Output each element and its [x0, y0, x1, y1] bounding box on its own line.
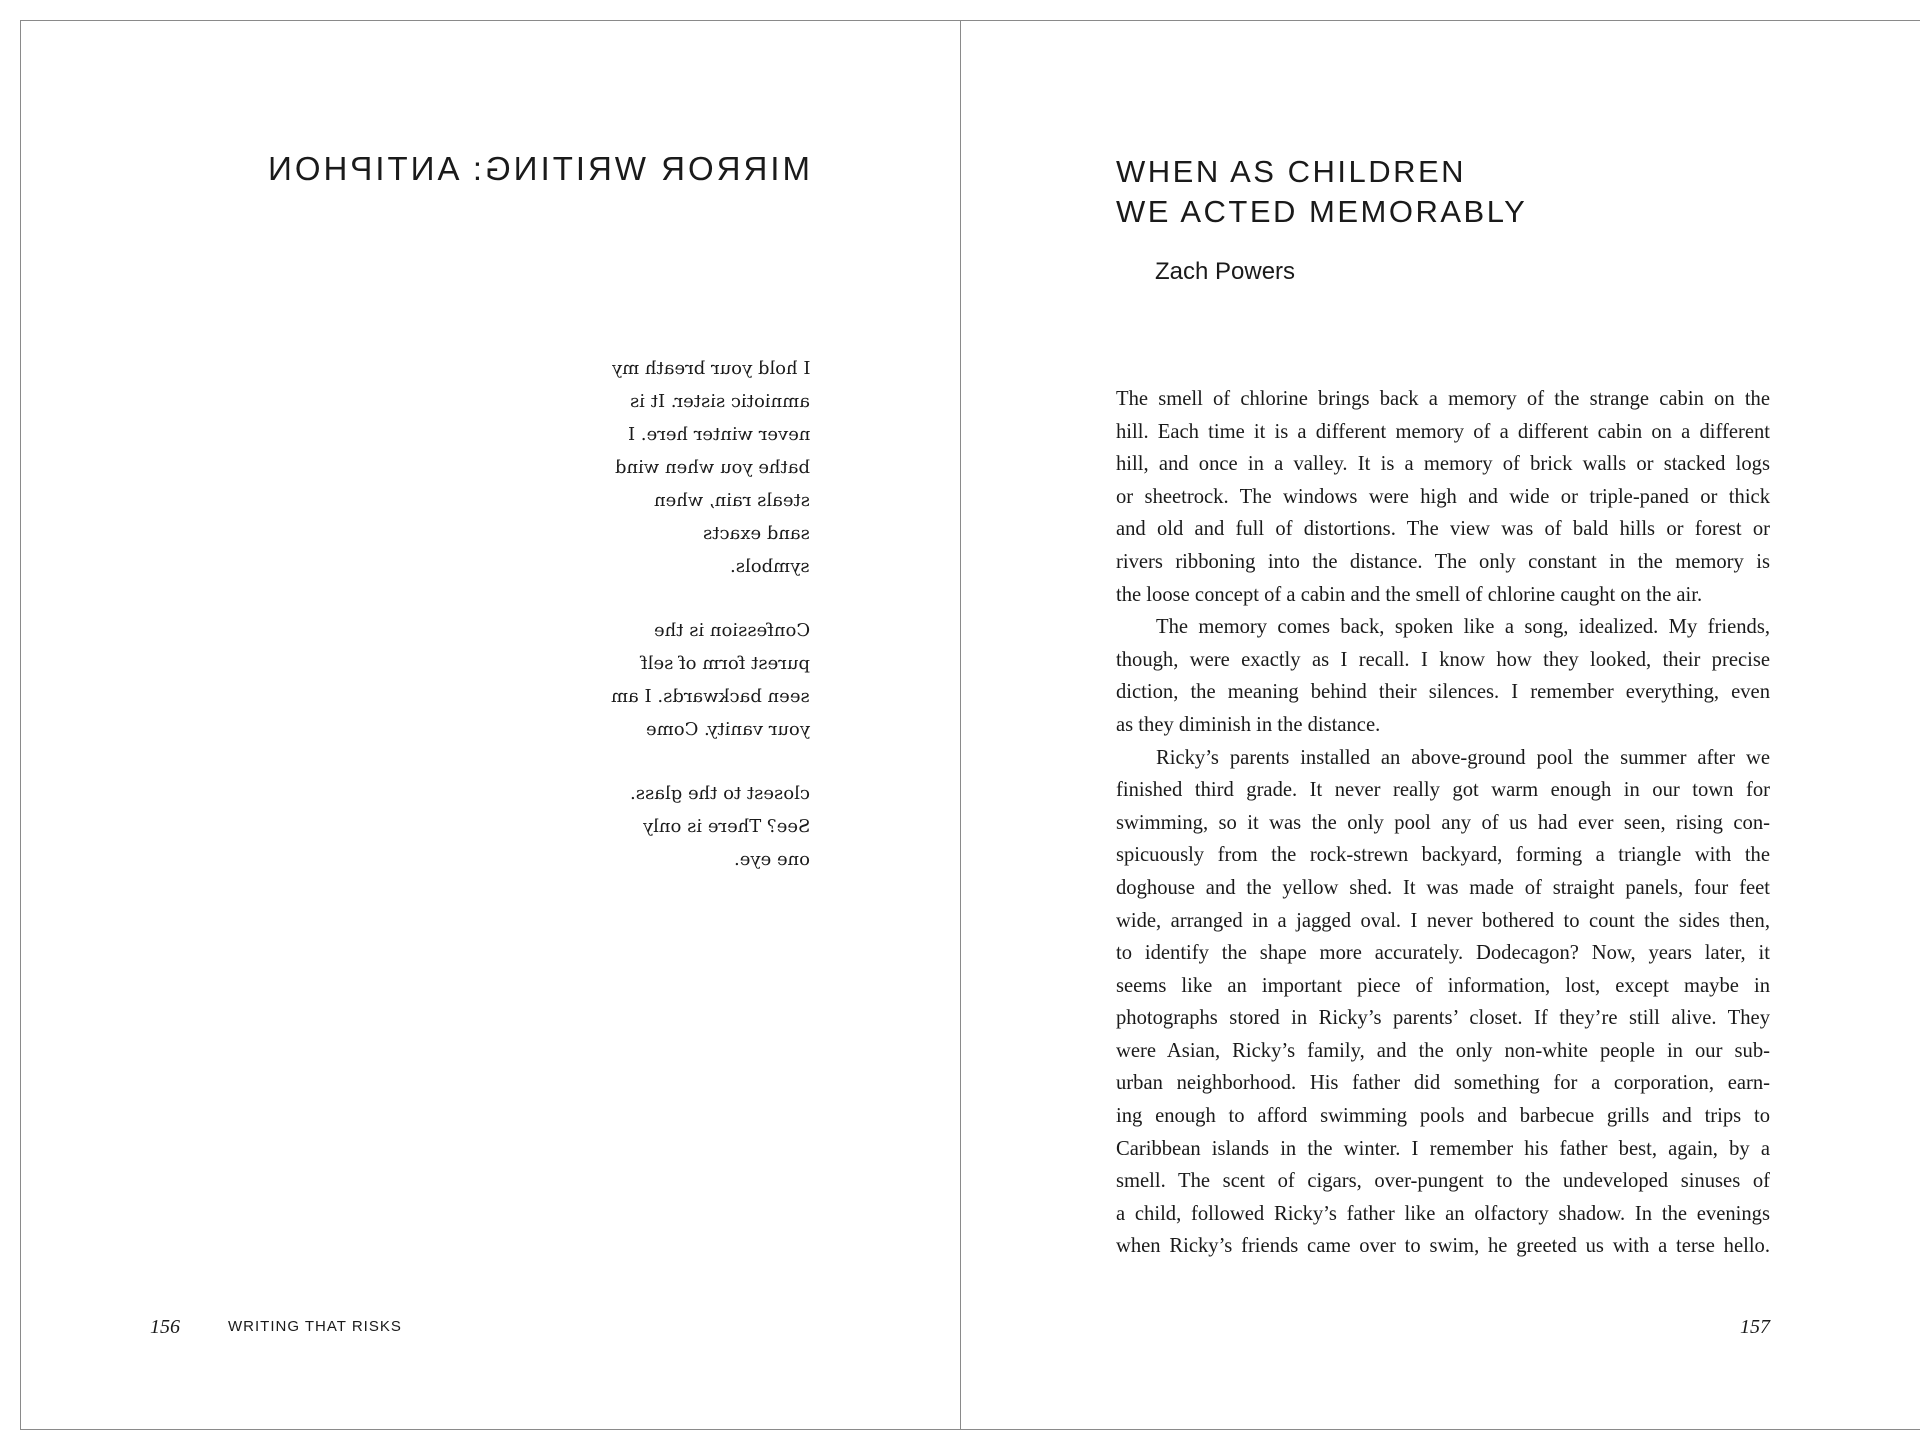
body-line: diction, the meaning behind their silences. I remember everything, even — [1116, 681, 1770, 704]
page-gutter-divider — [960, 20, 961, 1430]
body-line: smell. The scent of cigars, over-pungent to the undeveloped sinuses of — [1116, 1170, 1770, 1193]
poem-line: closest to the glass. — [630, 783, 810, 804]
poem-stanza-3 — [510, 777, 810, 876]
body-line: to identify the shape more accurately. Dodecagon? Now, years later, it — [1116, 942, 1770, 965]
body-line: a child, followed Ricky’s father like an olfactory shadow. In the evenings — [1116, 1202, 1770, 1225]
body-line: or sheetrock. The windows were high and wide or triple-paned or thick — [1116, 485, 1770, 508]
body-line: seems like an important piece of information, lost, except maybe in — [1116, 974, 1770, 997]
page-number-right: 157 — [1740, 1316, 1770, 1338]
poem-line: Confession is the — [653, 620, 810, 641]
poem-line: I hold your breath my — [611, 358, 810, 379]
poem-line: sand exacts — [703, 523, 810, 544]
page-number-left: 156 — [150, 1316, 180, 1338]
body-line: The memory comes back, spoken like a song, idealized. My friends, — [1156, 616, 1770, 639]
body-line: rivers ribboning into the distance. The only constant in the memory is — [1116, 550, 1770, 573]
poem-line: never winter here. I — [627, 424, 810, 445]
body-line: hill. Each time it is a different memory of a different cabin on a different — [1116, 420, 1770, 443]
mirror-poem-title: MIRROR WRITING: ANTIPHON — [265, 150, 810, 187]
story-title — [1116, 152, 1816, 232]
body-line: Caribbean islands in the winter. I remember his father best, again, by a — [1116, 1137, 1770, 1160]
author-name: Zach Powers — [1155, 258, 1296, 285]
body-line: swimming, so it was the only pool any of us had ever seen, rising con- — [1116, 811, 1770, 834]
poem-line: See? There is only — [642, 816, 810, 837]
body-line: ing enough to afford swimming pools and barbecue grills and trips to — [1116, 1105, 1770, 1128]
body-line: as they diminish in the distance. — [1116, 713, 1381, 736]
story-title-line-1: WHEN AS CHILDREN — [1116, 154, 1467, 189]
poem-stanza-2 — [510, 614, 810, 746]
body-line: were Asian, Ricky’s family, and the only non-white people in our sub- — [1116, 1039, 1770, 1062]
body-line: finished third grade. It never really got warm enough in our town for — [1116, 779, 1770, 802]
body-line: Ricky’s parents installed an above-ground pool the summer after we — [1156, 746, 1770, 769]
poem-line: symbols. — [730, 556, 810, 577]
body-line: hill, and once in a valley. It is a memory of brick walls or stacked logs — [1116, 453, 1770, 476]
poem-line: seen backwards. I am — [611, 686, 810, 707]
story-title-line-2: WE ACTED MEMORABLY — [1116, 194, 1528, 229]
body-line: though, were exactly as I recall. I know how they looked, their precise — [1116, 648, 1770, 671]
poem-line: your vanity. Come — [646, 719, 810, 740]
story-body — [1116, 383, 1770, 1263]
body-line: photographs stored in Ricky’s parents’ closet. If they’re still alive. They — [1116, 1007, 1770, 1030]
poem-line: one eye. — [734, 849, 810, 870]
body-line: wide, arranged in a jagged oval. I never bothered to count the sides then, — [1116, 909, 1770, 932]
body-line: doghouse and the yellow shed. It was made of straight panels, four feet — [1116, 876, 1770, 899]
running-head: WRITING THAT RISKS — [228, 1318, 402, 1335]
poem-stanza-1 — [510, 352, 810, 583]
body-line: urban neighborhood. His father did something for a corporation, earn- — [1116, 1072, 1770, 1095]
body-line: The smell of chlorine brings back a memory of the strange cabin on the — [1116, 388, 1770, 410]
poem-line: steals rain, when — [654, 490, 810, 511]
body-line: when Ricky’s friends came over to swim, he greeted us with a terse hello. — [1116, 1235, 1770, 1258]
body-line: spicuously from the rock-strewn backyard, forming a triangle with the — [1116, 844, 1770, 867]
mirror-poem — [510, 352, 810, 907]
poem-line: bathe you when wind — [614, 457, 810, 478]
poem-line: purest form of self — [641, 653, 810, 674]
poem-line: amniotic sister. It is — [629, 391, 810, 412]
body-line: the loose concept of a cabin and the smell of chlorine caught on the air. — [1116, 583, 1703, 606]
body-line: and old and full of distortions. The view was of bald hills or forest or — [1116, 518, 1770, 541]
